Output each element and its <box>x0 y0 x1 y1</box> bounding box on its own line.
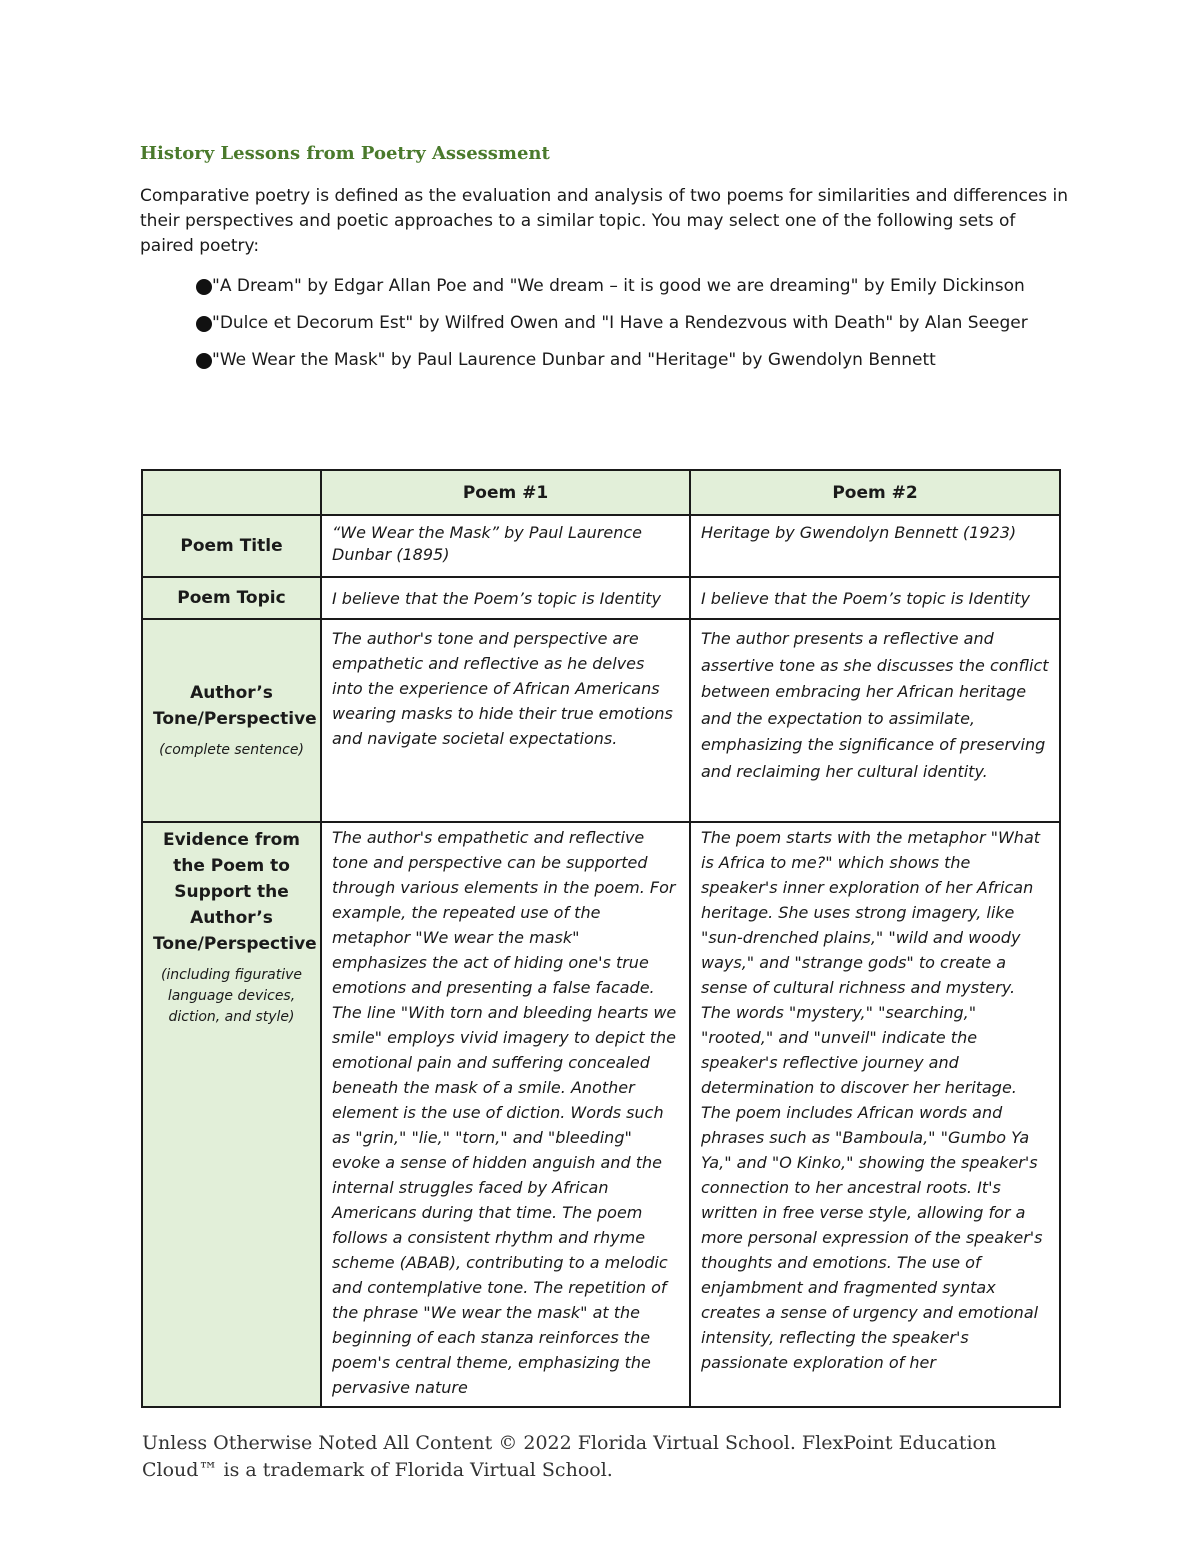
comparison-table <box>141 469 1061 1408</box>
row-label-tone-text: Author’s Tone/Perspective <box>153 683 317 729</box>
copyright-footer: Unless Otherwise Noted All Content © 2022 Florida Virtual School. FlexPoint Education Cloud™ is a trademark of Florida Virtual School. <box>142 1432 997 1481</box>
table-row <box>142 822 1060 1407</box>
row-label-tone-note: (complete sentence) <box>159 742 304 758</box>
row-label-evidence-note: (including figurative language devices, diction, and style) <box>160 967 303 1025</box>
poem2-topic-cell[interactable]: I believe that the Poem’s topic is Identity <box>690 577 1060 619</box>
bullet-icon <box>196 279 212 295</box>
bullet-icon <box>196 316 212 332</box>
bullet-icon <box>196 353 212 369</box>
row-label-poem-topic: Poem Topic <box>142 577 321 619</box>
poem1-topic-cell[interactable]: I believe that the Poem’s topic is Identity <box>321 577 690 619</box>
poem-pair-text: "A Dream" by Edgar Allan Poe and "We dream – it is good we are dreaming" by Emily Dickinson <box>212 276 1025 296</box>
header-poem-2: Poem #2 <box>690 470 1060 515</box>
table-header-row <box>142 470 1060 515</box>
poem-pair-list <box>140 270 1070 381</box>
list-item <box>140 344 1070 377</box>
list-item <box>140 307 1070 340</box>
list-item <box>140 270 1070 303</box>
table-row <box>142 577 1060 619</box>
poem1-evidence-cell[interactable]: The author's empathetic and reflective tone and perspective can be supported through various elements in the poem. For example, the repeated use of the metaphor "We wear the mask" emphasizes the act of hiding one's true emotions and presenting a false facade. The line "With torn and bleeding hearts we smile" employs vivid imagery to depict the emotional pain and suffering concealed beneath the mask of a smile. Another element is the use of diction. Words such as "grin," "lie," "torn," and "bleeding" evoke a sense of hidden anguish and the internal struggles faced by African Americans during that time. The poem follows a consistent rhythm and rhyme scheme (ABAB), contributing to a melodic and contemplative tone. The repetition of the phrase "We wear the mask" at the beginning of each stanza reinforces the poem's central theme, emphasizing the pervasive nature <box>321 822 690 1407</box>
table-row <box>142 515 1060 577</box>
poem2-title-cell[interactable]: Heritage by Gwendolyn Bennett (1923) <box>690 515 1060 577</box>
header-poem-1: Poem #1 <box>321 470 690 515</box>
intro-paragraph: Comparative poetry is defined as the evaluation and analysis of two poems for similarities and differences in their perspectives and poetic approaches to a similar topic. You may select one of the following sets of paired poetry: <box>140 186 1069 256</box>
poem1-tone-cell[interactable]: The author's tone and perspective are empathetic and reflective as he delves into the experience of African Americans wearing masks to hide their true emotions and navigate societal expectations. <box>321 619 690 822</box>
poem-pair-text: "Dulce et Decorum Est" by Wilfred Owen and "I Have a Rendezvous with Death" by Alan Seeger <box>212 313 1028 333</box>
page-title: History Lessons from Poetry Assessment <box>140 143 550 164</box>
poem-pair-text: "We Wear the Mask" by Paul Laurence Dunbar and "Heritage" by Gwendolyn Bennett <box>212 350 936 370</box>
row-label-poem-title: Poem Title <box>142 515 321 577</box>
row-label-tone <box>142 619 321 822</box>
table-row <box>142 619 1060 822</box>
poem1-title-cell[interactable]: “We Wear the Mask” by Paul Laurence Dunbar (1895) <box>321 515 690 577</box>
header-cell-empty <box>142 470 321 515</box>
row-label-evidence-text: Evidence from the Poem to Support the Author’s Tone/Perspective <box>153 830 317 954</box>
poem2-evidence-cell[interactable]: The poem starts with the metaphor "What is Africa to me?" which shows the speaker's inner exploration of her African heritage. She uses strong imagery, like "sun-drenched plains," "wild and woody ways," and "strange gods" to create a sense of cultural richness and mystery. The words "mystery," "searching," "rooted," and "unveil" indicate the speaker's reflective journey and determination to discover her heritage. The poem includes African words and phrases such as "Bamboula," "Gumbo Ya Ya," and "O Kinko," showing the speaker's connection to her ancestral roots. It's written in free verse style, allowing for a more personal expression of the speaker's thoughts and emotions. The use of enjambment and fragmented syntax creates a sense of urgency and emotional intensity, reflecting the speaker's passionate exploration of her <box>690 822 1060 1407</box>
poem2-tone-cell[interactable]: The author presents a reflective and assertive tone as she discusses the conflict between embracing her African heritage and the expectation to assimilate, emphasizing the significance of preserving and reclaiming her cultural identity. <box>690 619 1060 822</box>
row-label-evidence <box>142 822 321 1407</box>
